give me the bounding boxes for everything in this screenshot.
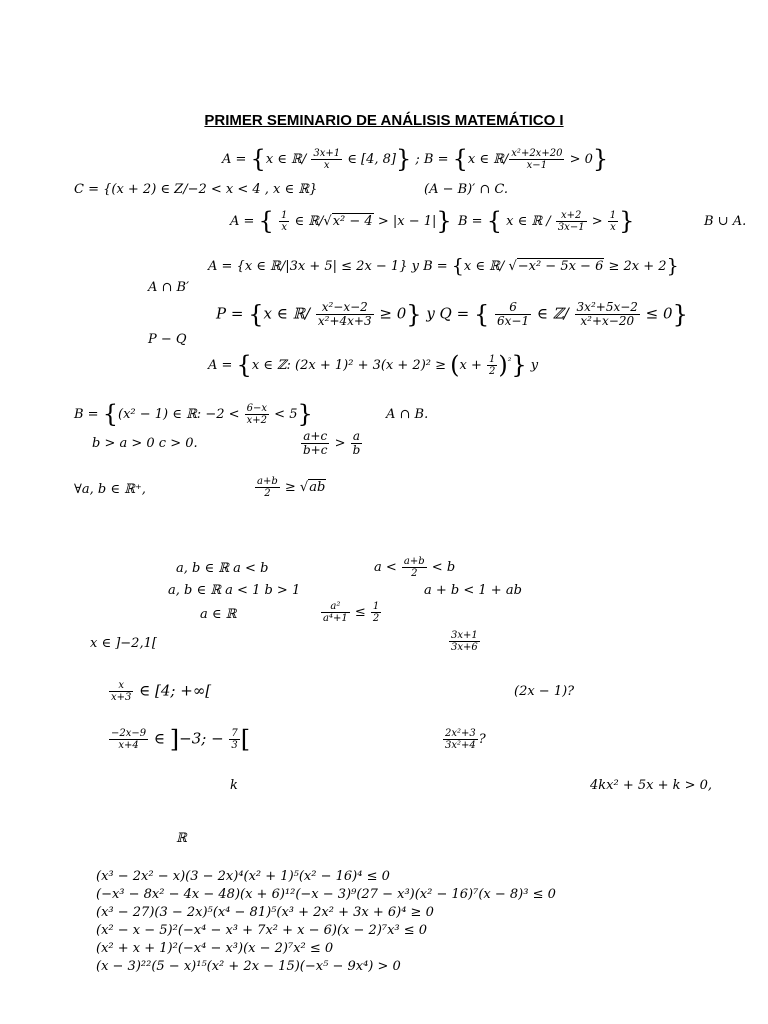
fraction bbox=[575, 301, 640, 328]
math-text: ∈ ℝ/ bbox=[290, 214, 324, 229]
math-text: x ∈ ℝ/ bbox=[467, 152, 509, 167]
set-definition-line-9 bbox=[74, 400, 313, 428]
math-text: ∈ [4, 8] bbox=[343, 152, 396, 167]
denominator: 6x−1 bbox=[497, 314, 530, 328]
math-text: P = bbox=[216, 304, 249, 323]
fraction bbox=[255, 476, 280, 499]
fraction bbox=[316, 301, 374, 328]
math-text: ∈ bbox=[149, 729, 170, 748]
inequality-text: 4kx² + 5x + k > 0, bbox=[590, 778, 713, 793]
brace-open: { bbox=[248, 300, 264, 329]
math-text: ≥ 0 bbox=[374, 304, 407, 323]
fraction bbox=[109, 680, 133, 703]
numerator: x bbox=[109, 680, 133, 692]
inequality-text bbox=[320, 601, 382, 624]
polynomial-inequality: (x³ − 27)(3 − 2x)⁵(x⁴ − 81)⁵(x³ + 2x² + 3x + 6)⁴ ≥ 0 bbox=[96, 905, 434, 920]
math-text: < b bbox=[427, 560, 456, 575]
condition-text: a ∈ ℝ bbox=[200, 607, 237, 622]
inequality-text bbox=[374, 556, 455, 579]
set-definition-line-4 bbox=[208, 255, 679, 277]
condition-text bbox=[108, 725, 251, 754]
math-text: a < bbox=[374, 560, 401, 575]
brace-close: } bbox=[619, 207, 635, 235]
denominator: 3x²+4 bbox=[445, 740, 476, 751]
document-title: PRIMER SEMINARIO DE ANÁLISIS MATEMÁTICO I bbox=[204, 112, 564, 129]
math-text: ; B = bbox=[411, 152, 453, 167]
math-text: x ∈ ℝ/ bbox=[263, 304, 315, 323]
expression-fraction bbox=[448, 630, 481, 653]
numerator: x²+2x+20 bbox=[511, 148, 563, 159]
brace-close: } bbox=[297, 400, 313, 428]
fraction bbox=[311, 148, 342, 171]
math-text: ∈ ℤ/ bbox=[532, 304, 574, 323]
numerator: 1 bbox=[489, 354, 496, 365]
math-text: ≤ 0 bbox=[640, 304, 673, 323]
numerator: −2x−9 bbox=[111, 728, 147, 739]
polynomial-inequality: (x² − x − 5)²(−x⁴ − x³ + 7x² + x − 6)(x − 2)⁷x³ ≤ 0 bbox=[96, 923, 428, 938]
numerator: a+c bbox=[301, 430, 329, 444]
polynomial-inequality: (x − 3)²²(5 − x)¹⁵(x² + 2x − 15)(−x⁵ − 9x⁴) > 0 bbox=[96, 959, 401, 974]
denominator: x+2 bbox=[246, 415, 268, 426]
numerator: 3x+1 bbox=[313, 148, 341, 159]
math-text: y Q = bbox=[421, 304, 474, 323]
numerator: 1 bbox=[372, 601, 380, 612]
numerator: 1 bbox=[280, 210, 288, 221]
condition-text: b > a > 0 c > 0. bbox=[92, 436, 198, 451]
numerator: x+2 bbox=[556, 210, 587, 222]
fraction bbox=[109, 728, 148, 751]
math-text: A = {x ∈ ℝ/|3x + 5| ≤ 2x − 1} y B = bbox=[208, 259, 452, 274]
fraction bbox=[487, 354, 497, 377]
math-text: ≤ bbox=[350, 605, 370, 620]
set-definition-line-8 bbox=[208, 351, 539, 379]
denominator: x bbox=[610, 222, 616, 233]
numerator: 6−x bbox=[246, 403, 268, 414]
denominator: 2 bbox=[372, 613, 380, 624]
brace-open: { bbox=[451, 255, 464, 277]
bracket-open: ] bbox=[169, 725, 180, 754]
math-text: ≥ bbox=[280, 480, 300, 495]
math-text: (x² − 1) ∈ ℝ: −2 < bbox=[118, 407, 244, 422]
am-gm-inequality bbox=[254, 476, 326, 499]
numerator: 6 bbox=[495, 301, 531, 315]
brace-close: } bbox=[592, 145, 609, 173]
condition-text bbox=[108, 680, 211, 703]
denominator: x+4 bbox=[118, 740, 139, 751]
math-text: ∈ [4; +∞[ bbox=[134, 681, 212, 700]
polynomial-inequality: (−x³ − 8x² − 4x − 48)(x + 6)¹²(−x − 3)⁹(27 − x³)(x² − 16)⁷(x − 8)³ ≤ 0 bbox=[96, 887, 556, 902]
set-b-line-3 bbox=[458, 207, 635, 235]
denominator: 3 bbox=[231, 740, 238, 751]
fraction bbox=[351, 430, 363, 457]
math-text: < 5 bbox=[270, 407, 298, 422]
denominator: 2 bbox=[411, 568, 418, 579]
set-operation: A ∩ B′ bbox=[148, 280, 190, 295]
radicand: x² − 4 bbox=[332, 214, 373, 229]
denominator: b bbox=[352, 443, 361, 457]
numerator: 2x²+3 bbox=[445, 728, 476, 739]
denominator: x bbox=[323, 160, 330, 171]
condition-text: a, b ∈ ℝ a < 1 b > 1 bbox=[168, 583, 301, 598]
numerator: x²−x−2 bbox=[316, 301, 374, 315]
numerator: 3x²+5x−2 bbox=[576, 300, 638, 314]
fraction bbox=[229, 728, 239, 751]
set-definition-line-6 bbox=[216, 301, 688, 328]
fraction bbox=[371, 601, 381, 624]
math-text: > 0 bbox=[565, 152, 593, 167]
math-text: B = bbox=[74, 407, 103, 422]
condition-text: x ∈ ]−2,1[ bbox=[90, 636, 157, 651]
brace-open: { bbox=[473, 300, 490, 329]
denominator: x²+4x+3 bbox=[317, 314, 372, 328]
set-c-definition: C = {(x + 2) ∈ Z/−2 < x < 4 , x ∈ ℝ} bbox=[74, 182, 318, 197]
expression-fraction bbox=[442, 728, 486, 751]
bracket-close: [ bbox=[240, 725, 251, 754]
denominator: 3x+6 bbox=[451, 642, 478, 653]
denominator: x−1 bbox=[526, 160, 548, 171]
math-text: y bbox=[526, 358, 539, 373]
brace-close: } bbox=[666, 255, 679, 277]
denominator: x²+x−20 bbox=[580, 314, 635, 328]
fraction bbox=[556, 210, 587, 233]
denominator: x bbox=[281, 222, 287, 233]
set-operation: B ∪ A. bbox=[704, 214, 747, 229]
reals-symbol: ℝ bbox=[176, 831, 187, 846]
math-text: A = bbox=[208, 358, 237, 373]
math-text: > |x − 1| bbox=[373, 214, 437, 229]
brace-close: } bbox=[511, 351, 527, 379]
math-text: x ∈ ℝ / bbox=[502, 214, 555, 229]
fraction bbox=[443, 728, 478, 751]
paren-close: ) bbox=[498, 351, 508, 379]
denominator: 2 bbox=[264, 488, 271, 499]
math-text: x ∈ ℝ/ bbox=[265, 152, 311, 167]
brace-open: { bbox=[452, 145, 468, 173]
fraction bbox=[509, 148, 564, 171]
math-text: > bbox=[330, 436, 350, 451]
math-text: > bbox=[587, 214, 607, 229]
parameter-k: k bbox=[230, 778, 238, 793]
paren-open: ( bbox=[450, 351, 460, 379]
math-text: x ∈ ℝ/ bbox=[463, 259, 509, 274]
fraction bbox=[321, 601, 350, 624]
expression-text: (2x − 1)? bbox=[514, 684, 575, 699]
brace-close: } bbox=[436, 207, 452, 235]
math-text: A = bbox=[222, 152, 251, 167]
fraction bbox=[402, 556, 427, 579]
math-text: x ∈ ℤ: (2x + 1)² + 3(x + 2)² ≥ bbox=[251, 358, 451, 373]
denominator: x+3 bbox=[111, 692, 132, 703]
fraction bbox=[608, 210, 618, 233]
set-definition-line-1 bbox=[222, 145, 609, 173]
set-operation: (A − B)′ ∩ C. bbox=[424, 182, 508, 197]
denominator: a⁴+1 bbox=[323, 613, 348, 624]
math-text: ? bbox=[478, 732, 486, 747]
set-operation: A ∩ B. bbox=[386, 407, 429, 422]
brace-close: } bbox=[672, 300, 688, 329]
brace-open: { bbox=[250, 145, 266, 173]
condition-text: ∀a, b ∈ ℝ⁺, bbox=[74, 482, 146, 497]
inequality-text: a + b < 1 + ab bbox=[424, 583, 522, 598]
sqrt-sign: √ bbox=[299, 480, 309, 495]
sqrt-sign: √ bbox=[508, 259, 517, 274]
set-definition-line-3 bbox=[230, 207, 452, 235]
condition-text: a, b ∈ ℝ a < b bbox=[176, 561, 269, 576]
radicand: −x² − 5x − 6 bbox=[517, 259, 604, 274]
brace-open: { bbox=[236, 351, 252, 379]
numerator: 1 bbox=[609, 210, 617, 221]
brace-close: } bbox=[395, 145, 412, 173]
polynomial-inequality: (x³ − 2x² − x)(3 − 2x)⁴(x² + 1)⁵(x² − 16)⁴ ≤ 0 bbox=[96, 869, 390, 884]
brace-open: { bbox=[258, 207, 274, 235]
brace-open: { bbox=[102, 400, 118, 428]
math-text: ≥ 2x + 2 bbox=[604, 259, 667, 274]
inequality-fractions bbox=[300, 430, 363, 457]
fraction bbox=[449, 630, 480, 653]
radicand: ab bbox=[309, 480, 326, 495]
set-operation: P − Q bbox=[148, 332, 187, 347]
denominator: 3x−1 bbox=[557, 222, 585, 233]
numerator: a² bbox=[321, 601, 350, 613]
brace-close: } bbox=[406, 300, 422, 329]
denominator: 2 bbox=[489, 366, 496, 377]
fraction bbox=[245, 403, 269, 426]
denominator: b+c bbox=[303, 443, 328, 457]
numerator: a+b bbox=[257, 476, 278, 487]
brace-open: { bbox=[486, 207, 502, 235]
numerator: a bbox=[351, 430, 363, 444]
sqrt-sign: √ bbox=[323, 214, 332, 229]
numerator: a+b bbox=[403, 556, 425, 567]
exponent: ² bbox=[507, 357, 512, 367]
numerator: 3x+1 bbox=[451, 630, 478, 641]
fraction bbox=[495, 301, 531, 328]
fraction bbox=[301, 430, 329, 457]
numerator: 7 bbox=[231, 728, 238, 739]
math-text: x + bbox=[459, 358, 487, 373]
fraction bbox=[279, 210, 289, 233]
math-text: A = bbox=[230, 214, 259, 229]
math-text: B = bbox=[458, 214, 487, 229]
math-text: −3; − bbox=[179, 729, 229, 748]
polynomial-inequality: (x² + x + 1)²(−x⁴ − x³)(x − 2)⁷x² ≤ 0 bbox=[96, 941, 334, 956]
